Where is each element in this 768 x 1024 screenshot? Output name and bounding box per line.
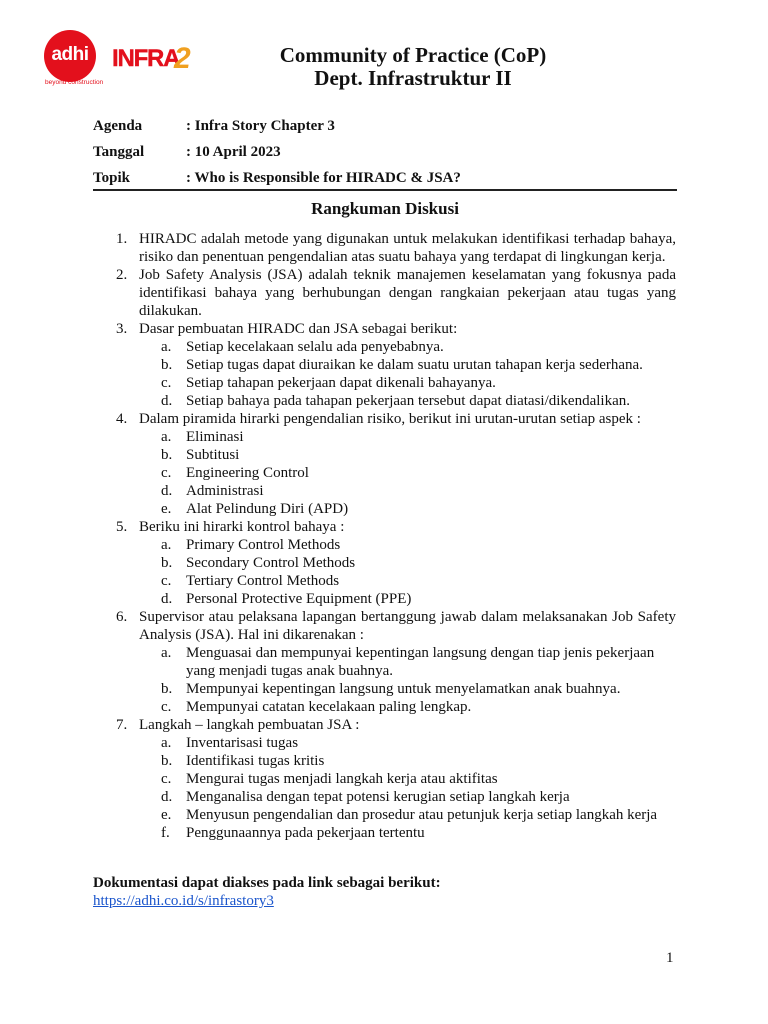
document-title: Community of Practice (CoP) [279,43,547,67]
list-item-text: Dalam piramida hirarki pengendalian risiko, berikut ini urutan-urutan setiap aspek : [139,411,641,427]
list-item-text: Langkah – langkah pembuatan JSA : [139,717,360,733]
sub-list-item [93,536,676,554]
list-item [93,716,676,842]
sub-list [139,536,676,608]
list-item-text: Beriku ini hirarki kontrol bahaya : [139,519,345,535]
sub-item-letter: a. [161,429,172,445]
sub-item-text: Engineering Control [186,465,309,481]
sub-item-letter: d. [161,393,173,409]
sub-item-text: Inventarisasi tugas [186,735,299,751]
sub-item-text: Administrasi [186,483,264,499]
list-item-number: 1. [116,231,128,247]
meta-value: : 10 April 2023 [186,144,281,160]
sub-item-text: Tertiary Control Methods [186,573,340,589]
sub-item-letter: a. [161,735,172,751]
sub-item-letter: b. [161,357,173,373]
list-item-number: 3. [116,321,128,337]
meta-value: : Who is Responsible for HIRADC & JSA? [186,170,461,186]
adhi-logo-tagline: beyond construction [45,79,104,86]
sub-item-text: Secondary Control Methods [186,555,356,571]
sub-list-item [93,446,676,464]
sub-item-letter: b. [161,753,173,769]
sub-list-item [93,644,676,680]
infra-logo-numeral: 2 [174,42,191,75]
list-item [93,320,676,410]
sub-list-item [93,572,676,590]
sub-item-letter: c. [161,573,172,589]
sub-list-item [93,554,676,572]
sub-list [139,428,676,518]
sub-item-letter: c. [161,771,172,787]
sub-item-text: Mempunyai catatan kecelakaan paling lengkap. [186,699,472,715]
meta-label: Topik [93,170,130,186]
sub-item-letter: c. [161,465,172,481]
sub-item-text: Penggunaannya pada pekerjaan tertentu [186,825,425,841]
sub-item-letter: b. [161,681,173,697]
documentation-link[interactable]: https://adhi.co.id/s/infrastory3 [93,893,274,909]
sub-item-letter: a. [161,339,172,355]
sub-item-letter: f. [161,825,170,841]
infra-logo-wordmark: INFRA [112,45,180,72]
adhi-logo-wordmark: adhi [51,44,89,65]
sub-item-text: Identifikasi tugas kritis [186,753,325,769]
sub-list-item [93,374,676,392]
sub-item-text: Primary Control Methods [186,537,341,553]
sub-item-text: Menganalisa dengan tepat potensi kerugian setiap langkah kerja [186,789,570,805]
sub-list-item [93,392,676,410]
sub-list-item [93,464,676,482]
sub-list [139,644,676,716]
sub-item-text: Subtitusi [186,447,240,463]
sub-list [139,734,676,842]
list-item-number: 2. [116,267,128,283]
sub-item-letter: a. [161,645,172,661]
sub-item-letter: a. [161,537,172,553]
sub-item-text: Alat Pelindung Diri (APD) [186,501,349,517]
list-item-text: Job Safety Analysis (JSA) adalah teknik manajemen keselamatan yang fokusnya pada identifikasi bahaya yang berhubungan dengan rangkaian pekerjaan atau tugas yang dilakukan. [139,267,676,319]
sub-item-letter: b. [161,555,173,571]
document-subtitle: Dept. Infrastruktur II [314,66,512,90]
sub-item-letter: e. [161,807,172,823]
sub-list-item [93,806,676,824]
sub-list-item [93,338,676,356]
sub-list-item [93,788,676,806]
list-item [93,230,676,266]
header-logos [44,28,204,88]
sub-item-letter: e. [161,501,172,517]
numbered-list [93,230,676,842]
sub-item-letter: c. [161,699,172,715]
sub-item-text: Setiap tugas dapat diuraikan ke dalam suatu urutan tahapan kerja sederhana. [186,357,643,373]
documentation-note: Dokumentasi dapat diakses pada link sebagai berikut: [93,875,441,891]
discussion-summary [93,230,676,842]
sub-item-text: Eliminasi [186,429,244,445]
list-item [93,608,676,716]
list-item-text: Supervisor atau pelaksana lapangan bertanggung jawab dalam melaksanakan Job Safety Analysis (JSA). Hal ini dikarenakan : [139,609,676,643]
sub-list-item [93,428,676,446]
section-title: Rangkuman Diskusi [311,199,459,218]
sub-list-item [93,752,676,770]
sub-list-item [93,680,676,698]
sub-list-item [93,770,676,788]
meta-label: Agenda [93,118,143,134]
sub-item-text: Setiap tahapan pekerjaan dapat dikenali bahayanya. [186,375,496,391]
list-item [93,518,676,608]
sub-item-letter: c. [161,375,172,391]
sub-list-item [93,590,676,608]
infra-logo [112,36,192,76]
page-number: 1 [666,950,674,966]
list-item-number: 7. [116,717,128,733]
sub-list-item [93,356,676,374]
meta-label: Tanggal [93,144,145,160]
sub-list-item [93,500,676,518]
sub-list-item [93,734,676,752]
sub-item-letter: d. [161,789,173,805]
sub-item-text: Personal Protective Equipment (PPE) [186,591,412,607]
sub-item-letter: d. [161,483,173,499]
sub-item-text: Setiap kecelakaan selalu ada penyebabnya. [186,339,444,355]
list-item-text: HIRADC adalah metode yang digunakan untuk melakukan identifikasi terhadap bahaya, risiko dan penentuan pengendalian atas suatu bahaya yang terdapat di lingkungan kerja. [139,231,676,265]
list-item [93,266,676,320]
sub-list-item [93,698,676,716]
sub-item-text: Menguasai dan mempunyai kepentingan langsung dengan tiap jenis pekerjaan yang menjadi tugas anak buahnya. [186,645,655,679]
sub-list [139,338,676,410]
list-item [93,410,676,518]
sub-item-text: Menyusun pengendalian dan prosedur atau petunjuk kerja setiap langkah kerja [186,807,658,823]
list-item-text: Dasar pembuatan HIRADC dan JSA sebagai berikut: [139,321,458,337]
sub-item-text: Mengurai tugas menjadi langkah kerja atau aktifitas [186,771,498,787]
meta-value: : Infra Story Chapter 3 [186,118,335,134]
list-item-number: 6. [116,609,128,625]
list-item-number: 4. [116,411,128,427]
sub-list-item [93,824,676,842]
sub-item-letter: d. [161,591,173,607]
header-divider [93,189,677,191]
sub-item-letter: b. [161,447,173,463]
sub-item-text: Setiap bahaya pada tahapan pekerjaan tersebut dapat diatasi/dikendalikan. [186,393,630,409]
sub-list-item [93,482,676,500]
sub-item-text: Mempunyai kepentingan langsung untuk menyelamatkan anak buahnya. [186,681,621,697]
list-item-number: 5. [116,519,128,535]
